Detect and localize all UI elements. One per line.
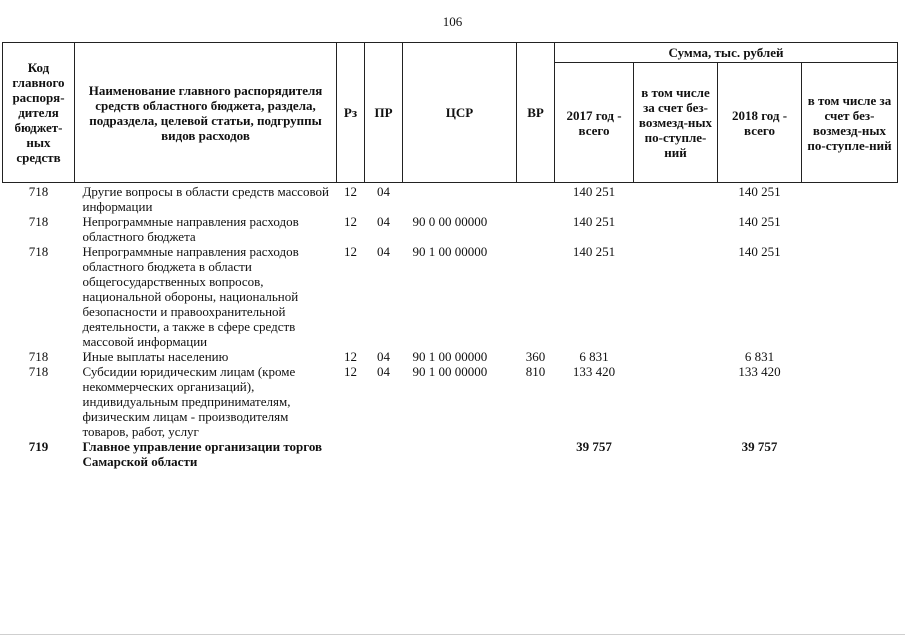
header-code: Код главного распоря-дителя бюджет-ных средств xyxy=(3,43,75,183)
cell-vr xyxy=(517,183,555,215)
cell-vr: 360 xyxy=(525,349,546,364)
cell-2017-free xyxy=(634,439,718,469)
cell-rz xyxy=(337,439,365,469)
cell-csr xyxy=(403,183,517,215)
cell-2017-total: 140 251 xyxy=(572,244,616,259)
cell-vr xyxy=(517,214,555,244)
cell-pr: 04 xyxy=(377,214,390,229)
cell-pr xyxy=(365,439,403,469)
cell-2017-total: 39 757 xyxy=(576,439,612,454)
cell-pr: 04 xyxy=(377,349,390,364)
cell-name: Другие вопросы в области средств массовой информации xyxy=(82,184,329,214)
budget-table xyxy=(2,42,898,469)
cell-2017-free xyxy=(634,183,718,215)
header-vr: ВР xyxy=(517,43,555,183)
cell-2018-total: 133 420 xyxy=(738,364,781,379)
cell-2018-total: 6 831 xyxy=(744,349,775,364)
cell-name: Непрограммные направления расходов областного бюджета xyxy=(82,214,299,244)
cell-2018-total: 140 251 xyxy=(738,184,781,199)
cell-vr xyxy=(517,244,555,349)
header-2017-free: в том числе за счет без-возмезд-ных по-ступле-ний xyxy=(634,63,718,183)
page-bottom-line xyxy=(0,634,905,635)
cell-2017-total: 133 420 xyxy=(572,364,616,379)
cell-csr: 90 0 00 00000 xyxy=(412,214,488,229)
cell-2018-total: 140 251 xyxy=(738,214,781,229)
cell-2017-total: 140 251 xyxy=(572,184,616,199)
cell-2018-free xyxy=(802,214,898,244)
header-rz: Рз xyxy=(337,43,365,183)
cell-vr: 810 xyxy=(525,364,546,379)
table-body xyxy=(3,183,898,470)
cell-csr: 90 1 00 00000 xyxy=(412,349,488,364)
cell-code: 718 xyxy=(28,214,49,229)
header-2018-free: в том числе за счет без-возмезд-ных по-ступле-ний xyxy=(802,63,898,183)
table-row xyxy=(3,439,898,469)
cell-2017-free xyxy=(634,364,718,439)
cell-2018-free xyxy=(802,183,898,215)
cell-2018-free xyxy=(802,439,898,469)
page-number: 106 xyxy=(442,14,463,29)
cell-2017-total: 140 251 xyxy=(572,214,616,229)
header-2018-total: 2018 год - всего xyxy=(718,63,802,183)
cell-rz: 12 xyxy=(344,364,357,379)
cell-2017-free xyxy=(634,244,718,349)
cell-name: Главное управление организации торгов Самарской области xyxy=(82,439,323,469)
cell-2017-free xyxy=(634,214,718,244)
header-2017-total: 2017 год - всего xyxy=(555,63,634,183)
cell-name: Иные выплаты населению xyxy=(82,349,229,364)
cell-csr: 90 1 00 00000 xyxy=(412,364,488,379)
table-row xyxy=(3,214,898,244)
cell-name: Субсидии юридическим лицам (кроме некоммерческих организаций), индивидуальным предпринимателям, физическим лицам - производителям товаров, работ, услуг xyxy=(82,364,296,439)
header-sum-group: Сумма, тыс. рублей xyxy=(555,43,898,63)
cell-rz: 12 xyxy=(344,214,357,229)
cell-code: 718 xyxy=(28,244,49,259)
table-row xyxy=(3,244,898,349)
cell-vr xyxy=(517,439,555,469)
cell-2018-total: 39 757 xyxy=(741,439,778,454)
table-header xyxy=(3,43,898,183)
cell-code: 719 xyxy=(28,439,49,454)
cell-code: 718 xyxy=(28,184,49,199)
header-csr: ЦСР xyxy=(403,43,517,183)
header-pr: ПР xyxy=(365,43,403,183)
cell-code: 718 xyxy=(28,349,49,364)
cell-pr: 04 xyxy=(377,184,390,199)
cell-code: 718 xyxy=(28,364,49,379)
cell-2018-total: 140 251 xyxy=(738,244,781,259)
cell-pr: 04 xyxy=(377,364,390,379)
table-row xyxy=(3,183,898,215)
cell-2018-free xyxy=(802,364,898,439)
cell-2018-free xyxy=(802,244,898,349)
cell-pr: 04 xyxy=(377,244,390,259)
table-row xyxy=(3,364,898,439)
cell-rz: 12 xyxy=(344,244,357,259)
cell-csr: 90 1 00 00000 xyxy=(412,244,488,259)
cell-name: Непрограммные направления расходов областного бюджета в области общегосударственных вопросов, национальной обороны, национальной безопасности и правоохранительной деятельности, а также в сфере средств массовой информации xyxy=(82,244,299,349)
cell-csr xyxy=(403,439,517,469)
cell-2017-free xyxy=(634,349,718,364)
header-name: Наименование главного распорядителя средств областного бюджета, раздела, подраздела, целевой статьи, подгруппы видов расходов xyxy=(75,43,337,183)
table-row xyxy=(3,349,898,364)
cell-2017-total: 6 831 xyxy=(579,349,609,364)
cell-rz: 12 xyxy=(344,184,357,199)
cell-2018-free xyxy=(802,349,898,364)
cell-rz: 12 xyxy=(344,349,357,364)
